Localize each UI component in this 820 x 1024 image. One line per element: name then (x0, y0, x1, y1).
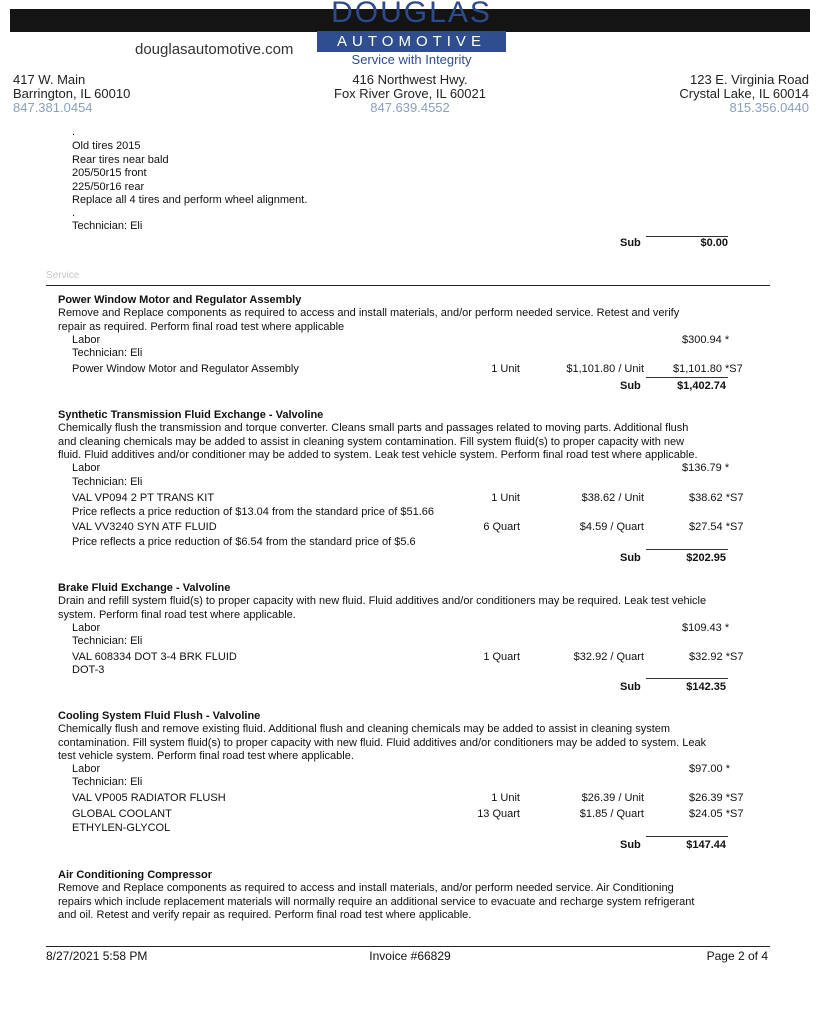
labor-value: $97.00 * (689, 763, 730, 775)
part-qty: 1 Unit (491, 363, 520, 375)
subtotal-rule (646, 549, 728, 550)
footer-invoice-number: Invoice #66829 (369, 949, 451, 963)
location-phone: 847.639.4552 (370, 100, 450, 115)
note-line: Rear tires near bald (72, 153, 169, 166)
note-line: Replace all 4 tires and perform wheel alignment. (72, 194, 308, 206)
part-total: $24.05 *S7 (689, 808, 744, 820)
subtotal-value: $142.35 (686, 681, 726, 693)
subtotal-value: $1,402.74 (677, 380, 726, 392)
labor-label: Labor (72, 622, 101, 634)
labor-value: $136.79 * (682, 462, 730, 474)
technician: Technician: Eli (72, 476, 143, 488)
footer-page-number: Page 2 of 4 (706, 949, 768, 963)
technician: Technician: Eli (72, 220, 143, 232)
technician: Technician: Eli (72, 635, 143, 647)
website: douglasautomotive.com (135, 41, 294, 58)
subtotal-value: $202.95 (686, 552, 726, 564)
service-description: Remove and Replace components as required to access and install materials, and/or perform needed service. Retest and verify repair as required. Perform final road test where applicable (58, 307, 680, 333)
subtotal-label: Sub (620, 681, 641, 693)
labor-label: Labor (72, 334, 101, 346)
labor-label: Labor (72, 763, 101, 775)
section-divider (46, 285, 770, 286)
note-line: 225/50r16 rear (72, 180, 145, 193)
part-note: ETHYLEN-GLYCOL (72, 822, 171, 834)
part-qty: 1 Unit (491, 792, 520, 804)
subtotal-rule (646, 836, 728, 837)
part-unit-price: $32.92 / Quart (573, 651, 644, 663)
subtotal-label: Sub (620, 839, 641, 851)
footer-datetime: 8/27/2021 5:58 PM (46, 949, 148, 963)
notes-dot: . (72, 207, 76, 219)
location-city: Barrington, IL 60010 (13, 86, 131, 101)
part-qty: 1 Unit (491, 492, 520, 504)
part-total: $1,101.80 *S7 (673, 363, 743, 375)
logo-subtitle: AUTOMOTIVE (317, 31, 506, 52)
part-qty: 13 Quart (477, 808, 520, 820)
footer-divider (46, 946, 770, 947)
service-title: Brake Fluid Exchange - Valvoline (58, 582, 231, 594)
location-phone: 815.356.0440 (729, 100, 809, 115)
location-barrington (13, 73, 130, 115)
technician: Technician: Eli (72, 776, 143, 788)
part-name: VAL VV3240 SYN ATF FLUID (72, 521, 217, 533)
service-description: Chemically flush and remove existing fluid. Additional flush and cleaning chemicals may be added to assist in cleaning system contamination. Fill system fluid(s) to proper capacity with new fluid. Fluid additives and/or conditioners may be added to system. Leak test vehicle system. Perform final road test where applicable. (58, 723, 707, 762)
subtotal-rule (646, 678, 728, 679)
labor-value: $109.43 * (682, 622, 730, 634)
note-line: 205/50r15 front (72, 167, 147, 179)
logo-tagline: Service with Integrity (351, 52, 472, 67)
subtotal-value: $147.44 (686, 839, 726, 851)
location-fox-river-grove (290, 73, 530, 115)
part-unit-price: $1,101.80 / Unit (566, 363, 644, 375)
part-qty: 6 Quart (483, 521, 520, 533)
part-name: VAL VP005 RADIATOR FLUSH (72, 792, 226, 804)
service-description: Chemically flush the transmission and torque converter. Cleans small parts and passages related to moving parts. Additional flush and cleaning chemicals may be added to assist in cleaning system contamination. Fill system fluid(s) to proper capacity with new fluid. Fluid additives and/or conditioner may be added to system. Leak test vehicle system. Perform final road test where applicable. (58, 422, 698, 461)
subtotal-rule (646, 377, 728, 378)
service-title: Synthetic Transmission Fluid Exchange - Valvoline (58, 409, 324, 421)
labor-value: $300.94 * (682, 334, 730, 346)
part-unit-price: $1.85 / Quart (579, 808, 644, 820)
location-street: 416 Northwest Hwy. (352, 72, 468, 87)
location-city: Fox River Grove, IL 60021 (334, 86, 486, 101)
technician: Technician: Eli (72, 347, 143, 359)
logo-name: DOUGLAS (331, 0, 492, 24)
part-name: GLOBAL COOLANT (72, 808, 172, 820)
service-description: Drain and refill system fluid(s) to proper capacity with new fluid. Fluid additives and/or conditioners may be required. Leak test vehicle system. Perform final road test where applicable. (58, 595, 707, 621)
service-title: Power Window Motor and Regulator Assembly (58, 294, 302, 306)
part-total: $27.54 *S7 (689, 521, 744, 533)
part-unit-price: $4.59 / Quart (579, 521, 644, 533)
notes-dot: . (72, 126, 76, 138)
price-reduction-note: Price reflects a price reduction of $6.54 from the standard price of $5.6 (72, 536, 416, 548)
part-name: Power Window Motor and Regulator Assembly (72, 363, 299, 375)
part-qty: 1 Quart (483, 651, 520, 663)
location-street: 123 E. Virginia Road (689, 72, 809, 87)
location-crystal-lake (560, 73, 809, 115)
service-title: Air Conditioning Compressor (58, 869, 212, 881)
part-total: $26.39 *S7 (689, 792, 744, 804)
section-label: Service (46, 270, 80, 281)
location-phone: 847.381.0454 (13, 100, 93, 115)
part-total: $32.92 *S7 (689, 651, 744, 663)
note-line: Old tires 2015 (72, 140, 141, 152)
part-name: VAL 608334 DOT 3-4 BRK FLUID (72, 651, 237, 663)
subtotal-label: Sub (620, 552, 641, 564)
subtotal-label: Sub (620, 380, 641, 392)
subtotal-label: Sub (620, 237, 641, 249)
part-note: DOT-3 (72, 664, 105, 676)
notes-lines (72, 140, 307, 208)
part-name: VAL VP094 2 PT TRANS KIT (72, 492, 215, 504)
labor-label: Labor (72, 462, 101, 474)
part-total: $38.62 *S7 (689, 492, 744, 504)
location-city: Crystal Lake, IL 60014 (679, 86, 809, 101)
price-reduction-note: Price reflects a price reduction of $13.04 from the standard price of $51.66 (72, 506, 434, 518)
part-unit-price: $26.39 / Unit (581, 792, 644, 804)
service-description: Remove and Replace components as required to access and install materials, and/or perform needed service. Air Conditioning repairs which include replacement materials will normally require an additional service to evacuate and recharge system refrigerant and oil. Retest and verify repair as required. Perform final road test where applicable. (58, 882, 695, 921)
subtotal-value: $0.00 (700, 237, 728, 249)
part-unit-price: $38.62 / Unit (581, 492, 644, 504)
service-title: Cooling System Fluid Flush - Valvoline (58, 710, 261, 722)
location-street: 417 W. Main (13, 72, 86, 87)
